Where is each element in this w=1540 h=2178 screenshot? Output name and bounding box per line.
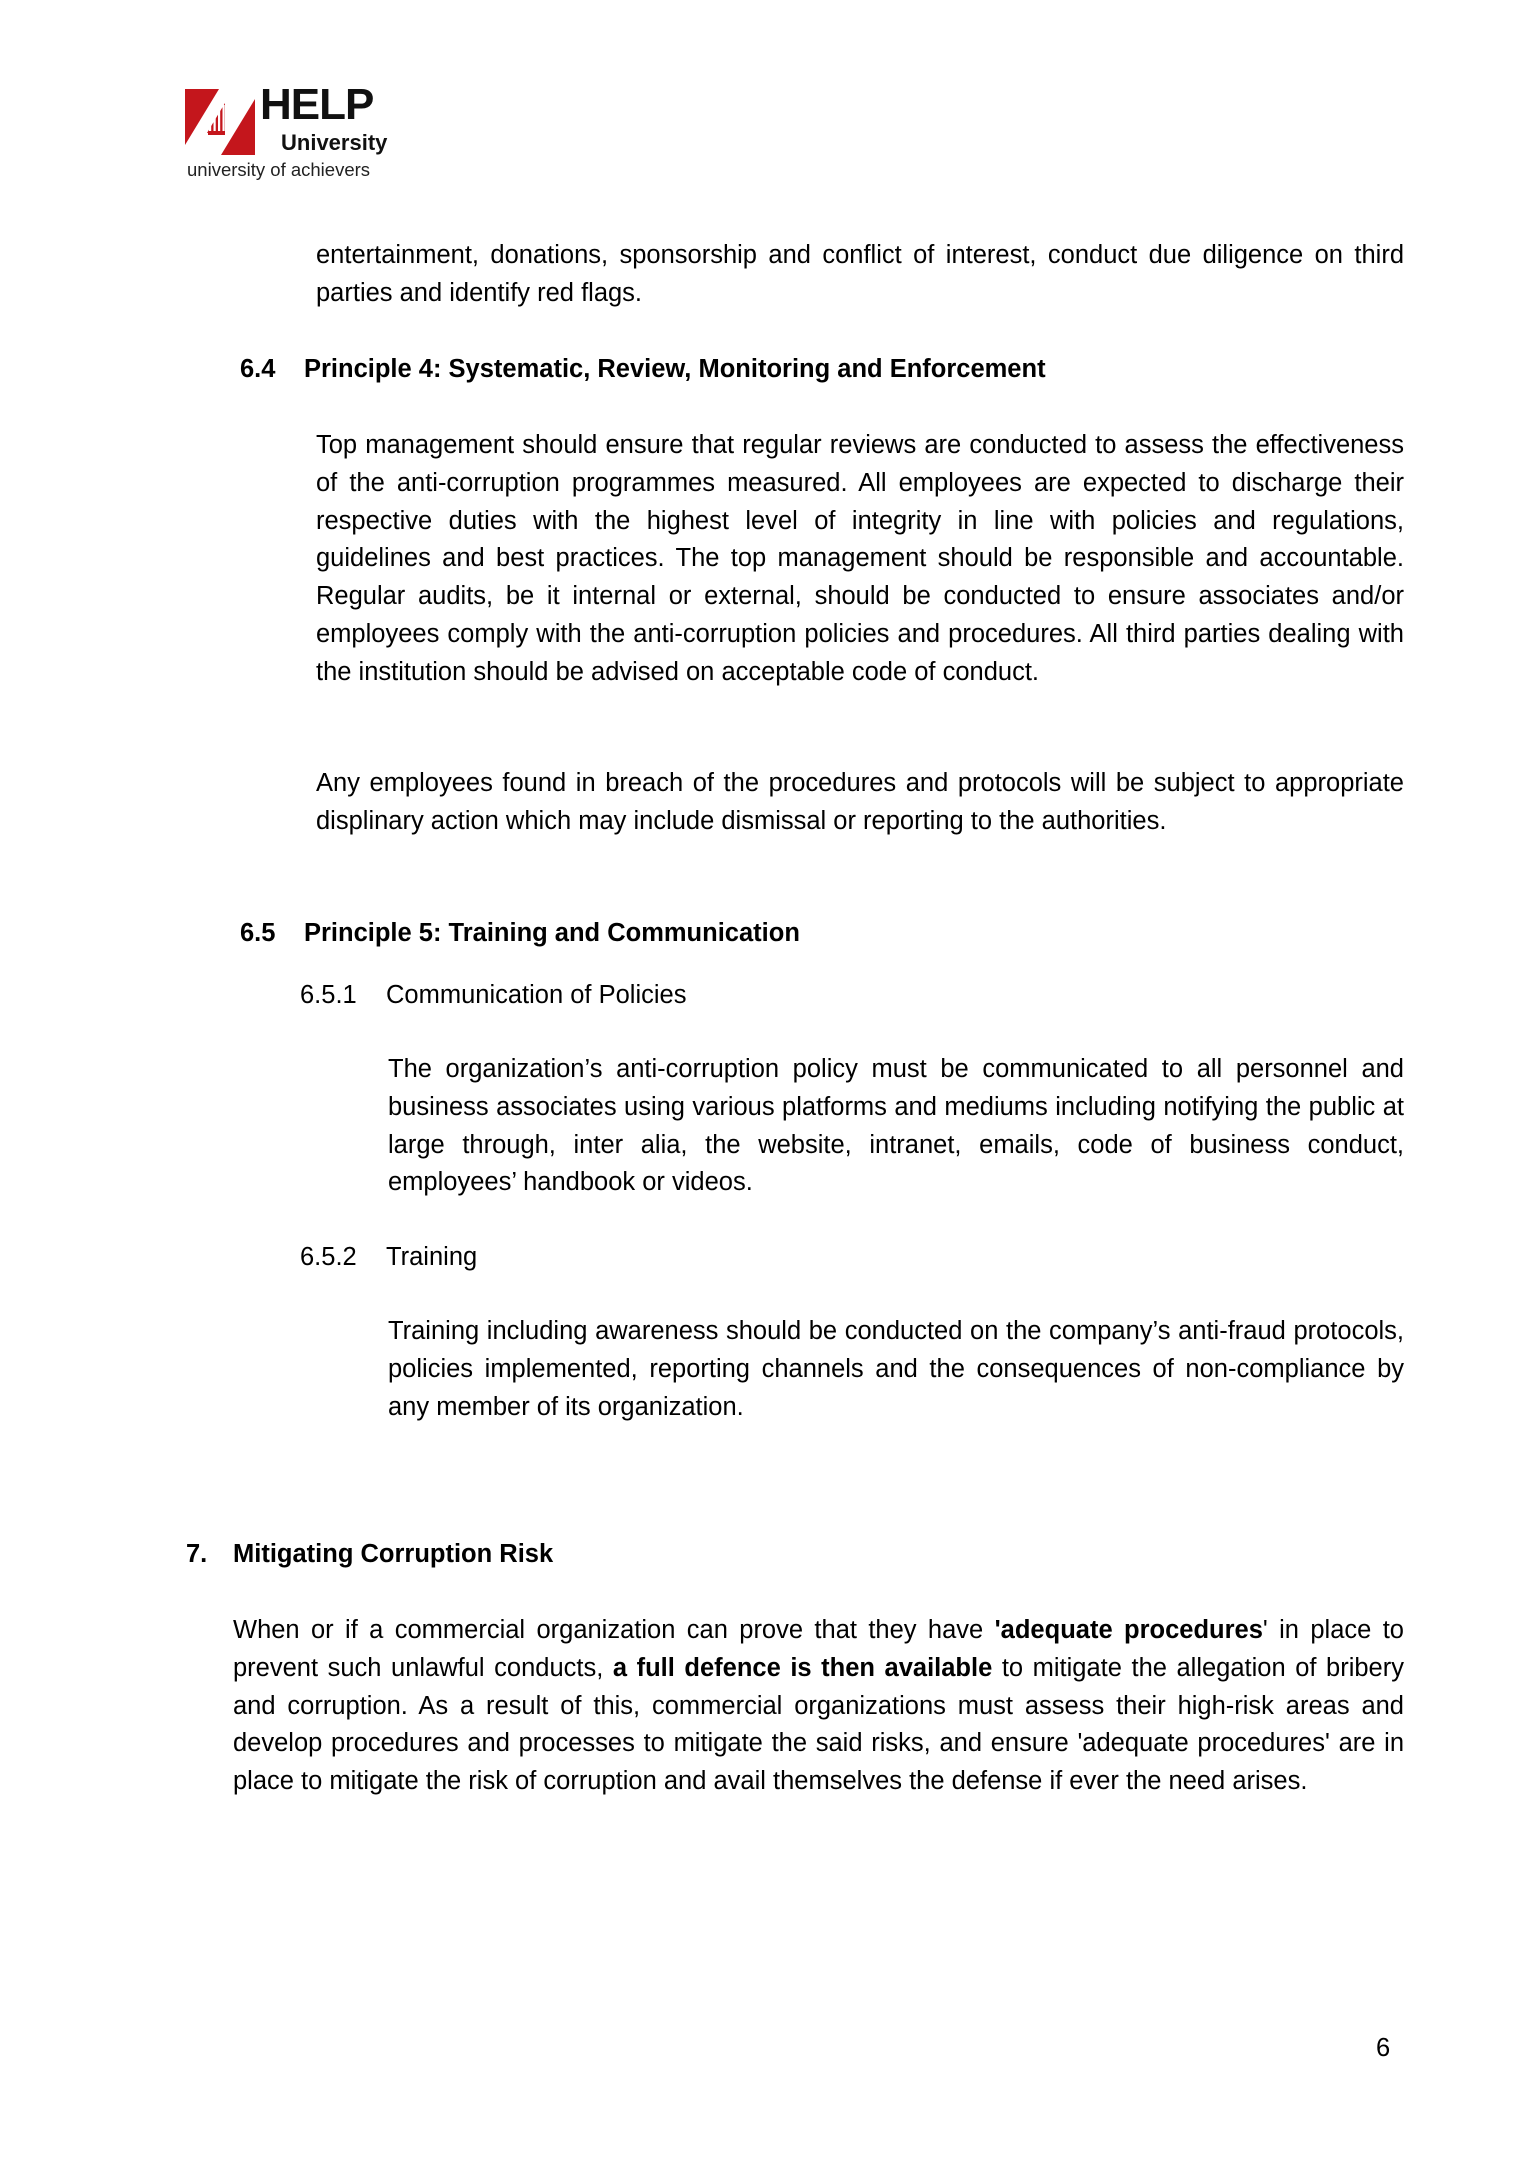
section-6-5-2-paragraph: Training including awareness should be conducted on the company’s anti-fraud protocols, policies implemented, reporting channels and the consequences of non-compliance by any member of its organization. xyxy=(388,1317,1404,1421)
section-6-4-number: 6.4 xyxy=(240,355,276,383)
section-6-5-1-heading xyxy=(300,977,686,1015)
section-7-heading xyxy=(186,1536,553,1574)
section-6-4-paragraph-1: Top management should ensure that regular reviews are conducted to assess the effectiveness of the anti-corruption programmes measured. All employees are expected to discharge their respective duties with the highest level of integrity in line with policies and regulations, guidelines and best practices. The top management should be responsible and accountable. Regular audits, be it internal or external, should be conducted to ensure associates and/or employees comply with the anti-corruption policies and procedures. All third parties dealing with the institution should be advised on acceptable code of conduct. xyxy=(316,431,1404,686)
section-6-5-number: 6.5 xyxy=(240,919,276,947)
section-6-5-title: Principle 5: Training and Communication xyxy=(304,919,800,947)
section-6-4-heading xyxy=(240,351,1046,389)
intro-continuation-paragraph: entertainment, donations, sponsorship and conflict of interest, conduct due diligence on third parties and identify red flags. xyxy=(316,241,1404,307)
emphasis-full-defence: a full defence is then available xyxy=(612,1653,993,1682)
section-6-4-title: Principle 4: Systematic, Review, Monitoring and Enforcement xyxy=(304,355,1046,383)
page-number: 6 xyxy=(1376,2034,1391,2062)
section-7-paragraph: When or if a commercial organization can prove that they have 'adequate procedures' in place to prevent such unlawful conducts, a full defence is then available to mitigate the allegation of bribery and corruption. As a result of this, commercial organizations must assess their high-risk areas and develop procedures and processes to mitigate the said risks, and ensure 'adequate procedures' are in place to mitigate the risk of corruption and avail themselves the defense if ever the need arises. xyxy=(233,1616,1404,1796)
section-7-number: 7. xyxy=(186,1540,208,1568)
emphasis-adequate-procedures: adequate procedures xyxy=(1000,1616,1263,1644)
section-7-title: Mitigating Corruption Risk xyxy=(233,1540,554,1568)
logo-wordmark: HELP xyxy=(260,80,374,129)
section-6-5-2-number: 6.5.2 xyxy=(300,1243,357,1271)
section-6-5-1-title: Communication of Policies xyxy=(386,981,687,1009)
help-university-logo xyxy=(185,80,405,184)
section-6-5-2-heading xyxy=(300,1239,477,1277)
logo-subtitle: University xyxy=(281,130,388,155)
section-6-5-heading xyxy=(240,915,800,953)
help-logo-mark-icon xyxy=(185,89,255,155)
section-6-5-2-title: Training xyxy=(386,1243,478,1271)
section-6-5-1-number: 6.5.1 xyxy=(300,981,357,1009)
section-6-5-1-paragraph: The organization’s anti-corruption policy must be communicated to all personnel and business associates using various platforms and mediums including notifying the public at large through, inter alia, the website, intranet, emails, code of business conduct, employees’ handbook or videos. xyxy=(388,1055,1404,1197)
section-6-4-paragraph-2: Any employees found in breach of the procedures and protocols will be subject to appropriate displinary action which may include dismissal or reporting to the authorities. xyxy=(316,769,1404,835)
logo-tagline: university of achievers xyxy=(187,159,371,180)
